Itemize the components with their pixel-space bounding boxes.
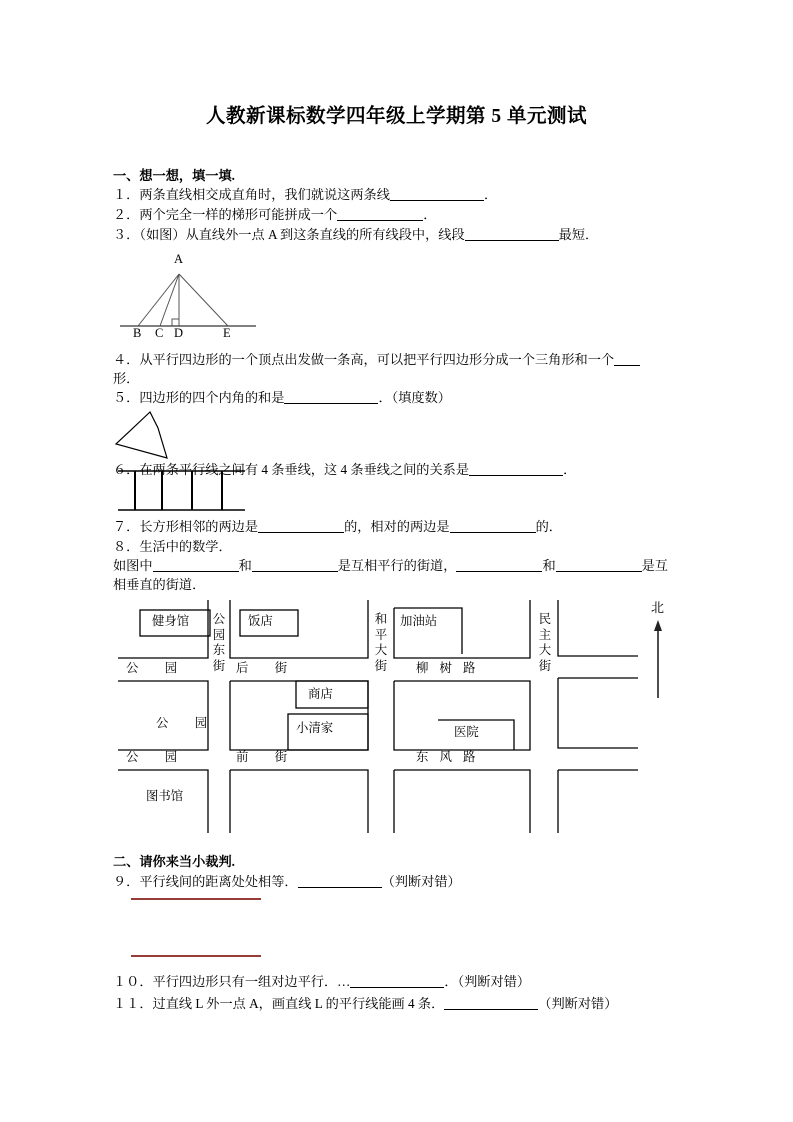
question-8-text-a: ８．生活中的数学． [113, 539, 232, 554]
red-rule-1 [131, 898, 261, 900]
question-8-text-g: 相垂直的街道． [113, 577, 206, 592]
figure-triangle [116, 252, 266, 344]
map-label-library: 图书馆 [146, 789, 184, 803]
question-10 [113, 972, 530, 991]
question-8-blank-2[interactable] [252, 571, 338, 572]
question-8-text-b: 如图中 [113, 558, 153, 573]
triangle-label-e: E [223, 326, 231, 340]
section-one-heading: 一、想一想，填一填. [113, 168, 235, 183]
figure-street-map-full [118, 598, 678, 833]
question-4-text-b: 形． [113, 371, 140, 386]
figure-quadrilateral [112, 408, 222, 460]
question-3-text-a: ３．（如图）从直线外一点 A 到这条直线的所有线段中，线段 [113, 227, 465, 242]
quadrilateral-diagram [112, 408, 222, 460]
map-label-restaurant: 饭店 [248, 614, 273, 628]
question-5 [113, 388, 451, 407]
question-7-text-a: ７．长方形相邻的两边是 [113, 519, 259, 534]
question-9-text-b: （判断对错） [381, 874, 461, 889]
question-7-text-b: 的，相对的两边是 [344, 519, 450, 534]
map-label-park-east-street: 公园东街 [212, 612, 226, 673]
map-label-back-street: 后 街 [236, 661, 295, 675]
question-8-text-c: 和 [238, 558, 252, 573]
question-8-text-d: 是互相平行的街道， [337, 558, 457, 573]
map-label-park-1: 公 园 [126, 661, 185, 675]
question-4-text-a: ４．从平行四边形的一个顶点出发做一条高，可以把平行四边形分成一个三角形和一个 [113, 352, 615, 367]
question-7-blank-1[interactable] [258, 532, 344, 533]
triangle-label-a: A [174, 252, 184, 266]
question-3-text-b: 最短． [558, 227, 599, 242]
question-8-blank-1[interactable] [153, 571, 239, 572]
question-11 [113, 994, 617, 1013]
question-10-blank[interactable] [350, 987, 444, 988]
question-5-text-b: ．（填度数） [378, 390, 451, 405]
triangle-label-c: C [155, 326, 164, 340]
parallel-lines-diagram [117, 468, 247, 514]
question-4-blank[interactable] [614, 365, 640, 366]
question-7 [113, 517, 562, 536]
question-10-text-a: １０．平行四边形只有一组对边平行．… [113, 974, 351, 989]
question-11-text-b: （判断对错） [538, 996, 618, 1011]
map-label-dongfeng-road: 东 风 路 [416, 750, 480, 764]
question-4 [113, 350, 640, 369]
question-2-blank[interactable] [337, 220, 423, 221]
map-label-north: 北 [651, 600, 665, 615]
map-label-shop: 商店 [308, 687, 333, 701]
section-two-heading: 二、请你来当小裁判. [113, 854, 235, 869]
question-3-blank[interactable] [465, 240, 559, 241]
question-2-text-a: ２．两个完全一样的梯形可能拼成一个 [113, 207, 338, 222]
map-label-liushu-road: 柳 树 路 [416, 661, 480, 675]
question-8-line-2 [113, 556, 668, 575]
question-1-text-a: １．两条直线相交成直角时，我们就说这两条线 [113, 187, 390, 202]
question-11-blank[interactable] [444, 1009, 538, 1010]
page-title: 人教新课标数学四年级上学期第 5 单元测试 [205, 106, 587, 127]
question-7-text-c: 的． [535, 519, 562, 534]
question-8-text-f: 是互 [641, 558, 668, 573]
question-8 [113, 537, 232, 556]
question-2-text-b: ． [423, 207, 437, 222]
question-1 [113, 185, 497, 204]
question-8-text-e: 和 [542, 558, 556, 573]
question-8-blank-3[interactable] [456, 571, 542, 572]
map-label-gas-station: 加油站 [400, 614, 438, 628]
figure-parallel-lines [117, 468, 247, 514]
question-6-text-a: ６．在两条平行线之间有 4 条垂线，这 4 条垂线之间的关系是 [113, 462, 470, 477]
north-arrow-icon [654, 620, 662, 698]
question-9-text-a: ９．平行线间的距离处处相等． [113, 874, 298, 889]
red-rule-2 [131, 955, 261, 957]
question-8-line-3 [113, 575, 205, 594]
question-1-text-b: ． [483, 187, 498, 202]
question-10-text-b: ．（判断对错） [444, 974, 531, 989]
question-7-blank-2[interactable] [450, 532, 536, 533]
question-6-text-b: ． [563, 462, 577, 477]
question-1-blank[interactable] [390, 200, 484, 201]
question-9 [113, 872, 461, 891]
question-11-text-a: １１．过直线 L 外一点 A，画直线 L 的平行线能画 4 条． [113, 996, 445, 1011]
map-label-park-2: 公 园 [156, 716, 215, 730]
map-label-gym: 健身馆 [152, 614, 190, 628]
map-label-hospital: 医院 [454, 725, 479, 739]
map-label-heping-street: 和平大街 [374, 612, 388, 673]
question-3 [113, 225, 598, 244]
triangle-label-b: B [133, 326, 142, 340]
question-6-blank[interactable] [469, 475, 563, 476]
triangle-label-d: D [174, 326, 184, 340]
map-label-park-3: 公 园 [126, 750, 185, 764]
question-4-cont [113, 369, 139, 388]
question-2 [113, 205, 436, 224]
map-label-front-street: 前 街 [236, 750, 295, 764]
question-9-blank[interactable] [298, 887, 382, 888]
map-label-minzhu-street: 民主大街 [538, 612, 552, 673]
question-5-text-a: ５．四边形的四个内角的和是 [113, 390, 285, 405]
question-8-blank-4[interactable] [556, 571, 642, 572]
question-5-blank[interactable] [284, 403, 378, 404]
map-label-xiaoqing-home: 小清家 [296, 721, 334, 735]
